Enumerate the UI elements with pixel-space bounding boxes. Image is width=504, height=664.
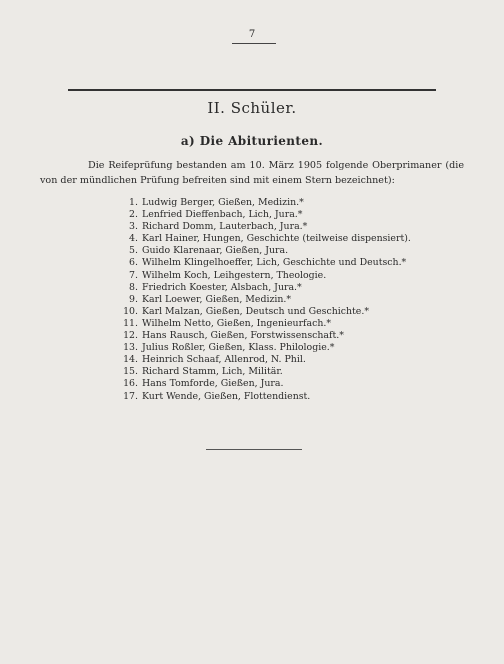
list-item-number: 7. (129, 269, 138, 281)
list-item-text: Lenfried Dieffenbach, Lich, Jura.* (142, 209, 303, 221)
list-item (104, 366, 424, 378)
list-item-text: Wilhelm Klingelhoeffer, Lich, Geschichte und Deutsch.* (142, 257, 407, 269)
list-item-number: 17. (123, 390, 138, 402)
intro-paragraph: Die Reifeprüfung bestanden am 10. März 1905 folgende Oberprimaner (die von der mündlichen Prüfung befreiten sind mit einem Stern bezeichnet): (40, 160, 464, 186)
list-item-number: 16. (123, 378, 138, 390)
list-item-text: Karl Loewer, Gießen, Medizin.* (142, 293, 292, 305)
list-item-number: 9. (129, 293, 138, 305)
list-item-number: 3. (129, 221, 138, 233)
list-item-number: 8. (129, 281, 138, 293)
list-item (104, 270, 424, 282)
list-item-number: 1. (129, 197, 138, 208)
list-item-number: 6. (129, 257, 138, 269)
list-item-text: Kurt Wende, Gießen, Flottendienst. (142, 390, 311, 402)
list-item (104, 306, 424, 318)
list-item (104, 197, 424, 209)
list-item (104, 342, 424, 354)
list-item (104, 378, 424, 390)
list-item-number: 12. (123, 330, 138, 342)
list-item-number: 15. (123, 366, 138, 378)
list-item (104, 330, 424, 342)
list-item-text: Richard Domm, Lauterbach, Jura.* (142, 221, 308, 233)
section-title: a) Die Abiturienten. (180, 134, 324, 148)
list-item-number: 10. (123, 305, 138, 317)
list-item-number: 13. (123, 342, 138, 354)
list-item (104, 257, 424, 269)
list-item-text: Hans Rausch, Gießen, Forstwissenschaft.* (142, 330, 344, 342)
list-item (104, 391, 424, 403)
page-number: 7 (248, 29, 256, 40)
list-item (104, 282, 424, 294)
list-item (104, 221, 424, 233)
list-item (104, 354, 424, 366)
chapter-title: II. Schüler. (207, 99, 297, 117)
list-item (104, 318, 424, 330)
list-item-text: Wilhelm Koch, Leihgestern, Theologie. (142, 269, 327, 281)
list-item-text: Guido Klarenaar, Gießen, Jura. (142, 245, 289, 257)
list-item-text: Hans Tomforde, Gießen, Jura. (142, 378, 284, 390)
list-item (104, 245, 424, 257)
page-number-rule (232, 43, 276, 44)
bottom-divider (206, 449, 302, 450)
list-item (104, 294, 424, 306)
list-item-number: 5. (129, 245, 138, 257)
list-item (104, 209, 424, 221)
list-item-text: Friedrich Koester, Alsbach, Jura.* (142, 281, 302, 293)
list-item-text: Karl Hainer, Hungen, Geschichte (teilweise dispensiert). (142, 233, 411, 245)
list-item-text: Richard Stamm, Lich, Militär. (142, 366, 283, 378)
list-item-number: 4. (129, 233, 138, 245)
list-item-number: 2. (129, 209, 138, 221)
list-item-text: Heinrich Schaaf, Allenrod, N. Phil. (142, 354, 306, 366)
list-item-number: 14. (123, 354, 138, 366)
list-item-text: Karl Malzan, Gießen, Deutsch und Geschichte.* (142, 305, 370, 317)
list-item-text: Wilhelm Netto, Gießen, Ingenieurfach.* (142, 317, 332, 329)
student-list (104, 197, 424, 403)
list-item-text: Julius Roßler, Gießen, Klass. Philologie.* (142, 342, 335, 354)
list-item-number: 11. (123, 317, 138, 329)
list-item-text: Ludwig Berger, Gießen, Medizin.* (142, 197, 304, 208)
list-item (104, 233, 424, 245)
section-divider (68, 89, 436, 91)
